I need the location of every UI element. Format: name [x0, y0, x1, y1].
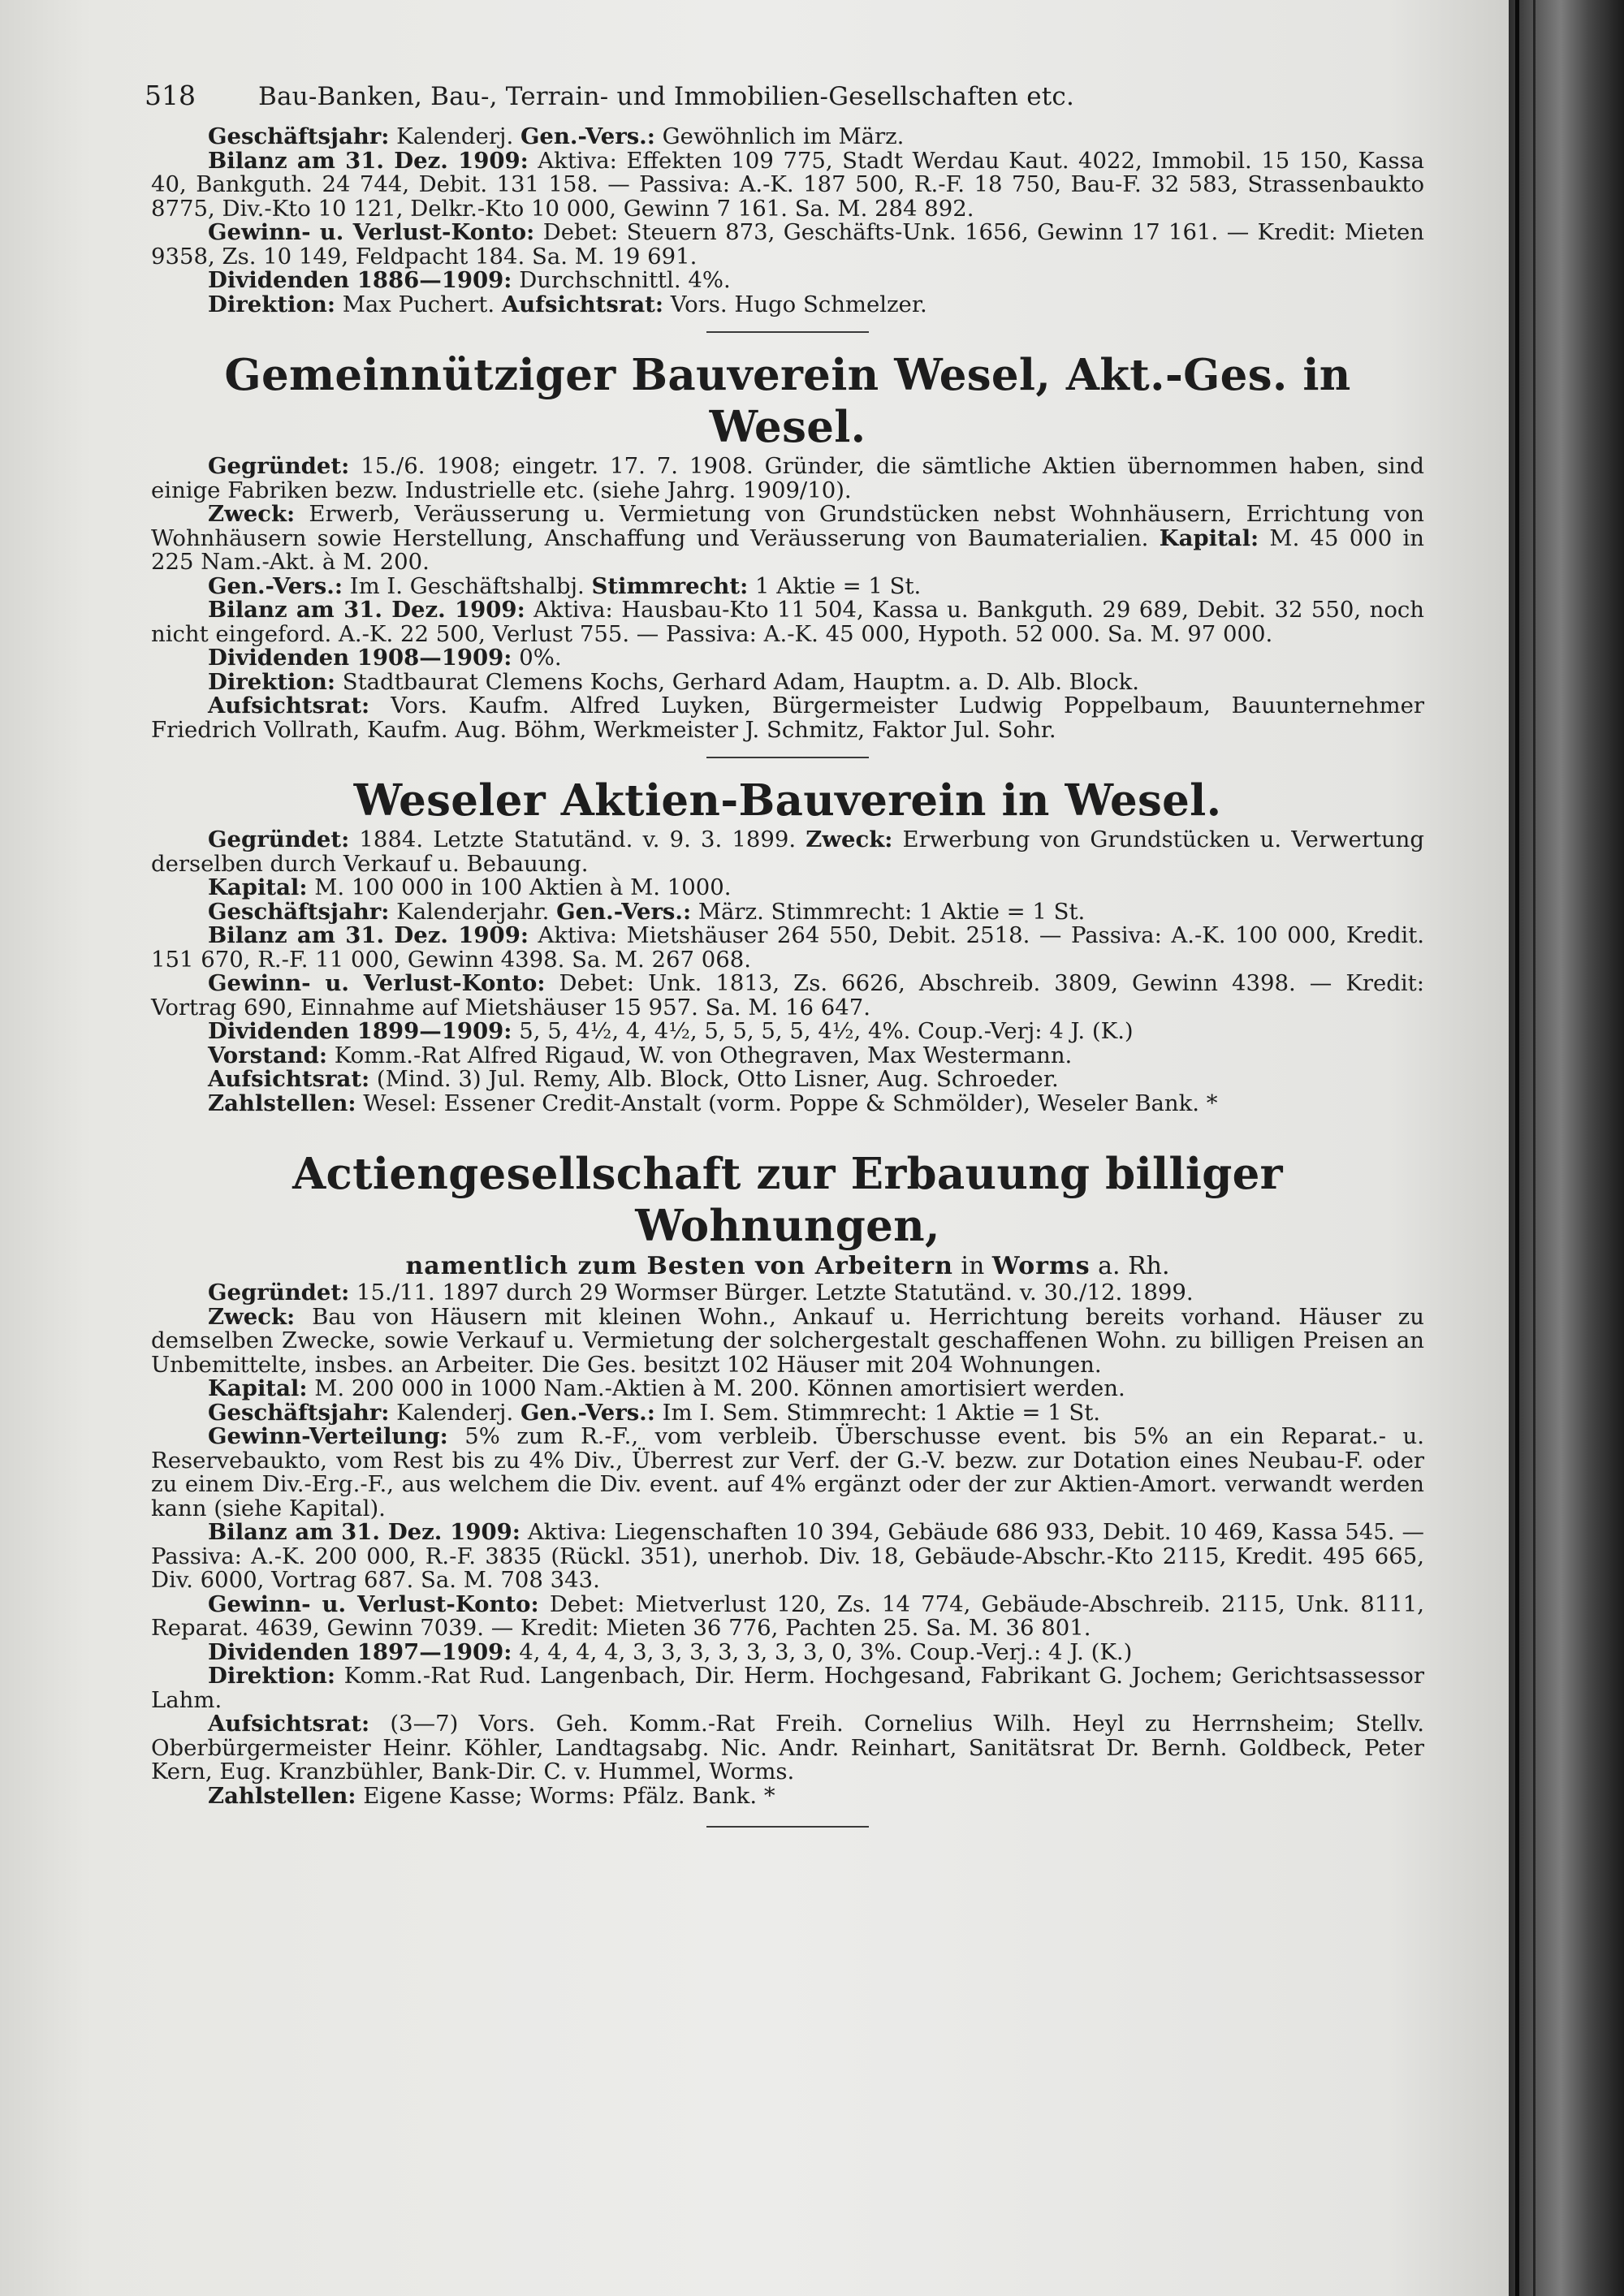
line-text: Aktiva: Liegenschaften 10 394, Gebäude 686 933, Debit. 10 469, Kassa 545. — Passiva: A.-K. 200 000, R.-F. 3835 (Rückl. 351), unerhob. Div. 18, Gebäude-Abschr.-Kto 2115, Kredit. 495 665, Div. 6000, Vortrag 687. Sa. M. 708 343.	[151, 1519, 1424, 1593]
line-label: Dividenden 1899—1909:	[208, 1018, 512, 1044]
line-label: Aufsichtsrat:	[501, 291, 663, 317]
entry-line	[151, 1044, 1424, 1068]
line-text: März. Stimmrecht: 1 Aktie = 1 St.	[691, 898, 1086, 925]
company-title: Gemeinnütziger Bauverein Wesel, Akt.-Ges. in Wesel.	[224, 350, 1351, 452]
line-label: Bilanz am 31. Dez. 1909:	[208, 597, 525, 623]
section-divider	[706, 1826, 869, 1828]
entry-line	[151, 1377, 1424, 1401]
entry-line	[151, 1712, 1424, 1785]
entry-line	[151, 972, 1424, 1020]
subtitle-bold: namentlich zum Besten von Arbeitern	[405, 1252, 953, 1280]
line-text: 1884. Letzte Statutänd. v. 9. 3. 1899.	[349, 826, 806, 852]
entry-line	[151, 1020, 1424, 1044]
line-text: Wesel: Essener Credit-Anstalt (vorm. Poppe & Schmölder), Weseler Bank. *	[356, 1090, 1218, 1116]
line-label: Geschäftsjahr:	[208, 898, 390, 925]
line-text: 4, 4, 4, 4, 3, 3, 3, 3, 3, 3, 3, 0, 3%. Coup.-Verj.: 4 J. (K.)	[512, 1638, 1133, 1665]
intro-entry	[151, 125, 1424, 317]
line-label: Bilanz am 31. Dez. 1909:	[208, 1519, 520, 1545]
line-text: Gewöhnlich im März.	[654, 123, 905, 149]
line-label: Bilanz am 31. Dez. 1909:	[208, 147, 529, 174]
entry-line	[151, 900, 1424, 925]
binding-shadow-line	[1533, 0, 1535, 2296]
company-title: Weseler Aktien-Bauverein in Wesel.	[353, 775, 1222, 826]
line-text: Kalenderj.	[389, 1399, 520, 1426]
line-text: (Mind. 3) Jul. Remy, Alb. Block, Otto Lisner, Aug. Schroeder.	[369, 1066, 1059, 1092]
line-text: Komm.-Rat Rud. Langenbach, Dir. Herm. Hochgesand, Fabrikant G. Jochem; Gerichtsassessor Lahm.	[151, 1663, 1424, 1713]
company-entry-wesel-bauverein	[151, 349, 1424, 742]
line-label: Dividenden 1897—1909:	[208, 1638, 512, 1665]
line-text: 1 Aktie = 1 St.	[748, 572, 922, 599]
line-label: Aufsichtsrat:	[208, 693, 370, 719]
line-text: Durchschnittl. 4%.	[512, 267, 731, 293]
line-label: Zweck:	[806, 826, 893, 852]
line-text: Erwerb, Veräusserung u. Vermietung von Grundstücken nebst Wohnhäusern, Errichtung von Wohnhäusern sowie Herstellung, Anschaffung und Veräusserung von Baumaterialien.	[151, 501, 1424, 551]
line-label: Aufsichtsrat:	[208, 1066, 370, 1092]
line-text: Eigene Kasse; Worms: Pfälz. Bank. *	[356, 1782, 775, 1809]
line-text: M. 200 000 in 1000 Nam.-Aktien à M. 200. Können amortisiert werden.	[307, 1375, 1125, 1401]
subtitle-end: a. Rh.	[1090, 1252, 1170, 1280]
text-column	[145, 80, 1425, 1839]
line-text: 0%.	[512, 645, 562, 671]
line-label: Zahlstellen:	[208, 1090, 356, 1116]
line-text: Im I. Geschäftshalbj.	[342, 572, 592, 599]
entry-line	[151, 876, 1424, 900]
company-entry-weseler-aktien-bauverein	[151, 775, 1424, 1116]
subtitle-mid: in	[952, 1252, 992, 1280]
line-text: M. 45 000 in 225 Nam.-Akt. à M. 200.	[151, 524, 1425, 575]
binding-shadow-line	[1515, 0, 1519, 2296]
entry-line	[151, 694, 1424, 742]
intro-line	[151, 269, 1424, 293]
entry-line	[151, 1303, 1424, 1378]
line-label: Kapital:	[208, 874, 308, 900]
entry-line	[151, 1521, 1424, 1593]
line-text: Stadtbaurat Clemens Kochs, Gerhard Adam, Hauptm. a. D. Alb. Block.	[335, 668, 1140, 695]
line-label: Stimmrecht:	[591, 572, 749, 599]
line-label: Bilanz am 31. Dez. 1909:	[208, 922, 529, 948]
entry-line	[151, 1068, 1424, 1092]
section-divider	[706, 757, 869, 758]
running-head	[145, 80, 1424, 125]
line-label: Gewinn-Verteilung:	[208, 1423, 448, 1449]
line-label: Gegründet:	[208, 826, 350, 852]
line-text: Debet: Steuern 873, Geschäfts-Unk. 1656, Gewinn 17 161. — Kredit: Mieten 9358, Zs. 10 149, Feldpacht 184. Sa. M. 19 691.	[151, 219, 1425, 270]
line-label: Gegründet:	[208, 453, 350, 479]
line-label: Dividenden 1886—1909:	[208, 267, 512, 293]
line-label: Geschäftsjahr:	[208, 1399, 390, 1426]
entry-line	[151, 572, 1424, 599]
entry-line	[151, 1782, 1424, 1809]
line-label: Kapital:	[208, 1375, 308, 1401]
entry-line	[151, 828, 1424, 876]
entry-line	[151, 1590, 1425, 1641]
line-text: Aktiva: Mietshäuser 264 550, Debit. 2518. — Passiva: A.-K. 100 000, Kredit. 151 670, R.-F. 11 000, Gewinn 4398. Sa. M. 267 068.	[151, 922, 1424, 973]
line-label: Aufsichtsrat:	[208, 1711, 370, 1737]
line-text: (3—7) Vors. Geh. Komm.-Rat Freih. Cornelius Wilh. Heyl zu Herrnsheim; Stellv. Oberbürgermeister Heinr. Köhler, Landtagsabg. Nic. Andr. Reinhart, Sanitätsrat Dr. Bernh. Goldbeck, Peter Kern, Eug. Kranzbühler, Bank-Dir. C. v. Hummel, Worms.	[151, 1711, 1424, 1785]
line-label: Gewinn- u. Verlust-Konto:	[208, 970, 546, 996]
line-label: Gen.-Vers.:	[208, 572, 343, 599]
entry-line	[151, 1092, 1424, 1116]
line-text: 15./11. 1897 durch 29 Wormser Bürger. Letzte Statutänd. v. 30./12. 1899.	[349, 1280, 1194, 1306]
entry-line	[151, 503, 1424, 575]
entry-line	[151, 455, 1424, 503]
line-label: Vorstand:	[208, 1042, 328, 1068]
line-text: M. 100 000 in 100 Aktien à M. 1000.	[307, 874, 732, 900]
line-text: Aktiva: Effekten 109 775, Stadt Werdau Kaut. 4022, Immobil. 15 150, Kassa 40, Bankguth. 24 744, Debit. 131 158. — Passiva: A.-K. 187 500, R.-F. 18 750, Bau-F. 32 583, Strassenbaukto 8775, Div.-Kto 10 121, Delkr.-Kto 10 000, Gewinn 7 161. Sa. M. 284 892.	[151, 147, 1424, 222]
line-text: Komm.-Rat Alfred Rigaud, W. von Othegraven, Max Westermann.	[327, 1042, 1073, 1068]
line-text: Erwerbung von Grundstücken u. Verwertung derselben durch Verkauf u. Bebauung.	[151, 826, 1424, 877]
line-text: Debet: Mietverlust 120, Zs. 14 774, Gebäude-Abschreib. 2115, Unk. 8111, Reparat. 4639, Gewinn 7039. — Kredit: Mieten 36 776, Pachten 25. Sa. M. 36 801.	[151, 1590, 1425, 1641]
line-label: Zweck:	[208, 501, 296, 527]
entry-line	[151, 598, 1424, 646]
line-label: Direktion:	[208, 668, 335, 695]
line-text: Bau von Häusern mit kleinen Wohn., Ankauf u. Herrichtung bereits vorhand. Häuser zu demselben Zwecke, sowie Verkauf u. Vermietung der solchergestalt geschaffenen Wohn. zu billigen Preisen an Unbemittelte, insbes. an Arbeiter. Die Ges. besitzt 102 Häuser mit 204 Wohnungen.	[151, 1303, 1424, 1378]
line-text: Debet: Unk. 1813, Zs. 6626, Abschreib. 3809, Gewinn 4398. — Kredit: Vortrag 690, Einnahme auf Mietshäuser 15 957. Sa. M. 16 647.	[151, 970, 1424, 1021]
line-label: Dividenden 1908—1909:	[208, 645, 512, 671]
line-text: Kalenderjahr.	[389, 898, 557, 925]
entry-line	[151, 1638, 1424, 1665]
entry-line	[151, 1401, 1424, 1426]
company-title: Actiengesellschaft zur Erbauung billiger Wohnungen,	[292, 1149, 1283, 1251]
line-label: Gen.-Vers.:	[520, 1399, 655, 1426]
line-label: Geschäftsjahr:	[208, 123, 390, 149]
line-text: Aktiva: Hausbau-Kto 11 504, Kassa u. Bankguth. 29 689, Debit. 32 550, noch nicht eingeford. A.-K. 22 500, Verlust 755. — Passiva: A.-K. 45 000, Hypoth. 52 000. Sa. M. 97 000.	[151, 597, 1424, 647]
line-label: Zweck:	[208, 1303, 296, 1330]
line-label: Gewinn- u. Verlust-Konto:	[208, 1590, 539, 1617]
line-text: Kalenderj.	[389, 123, 520, 149]
company-subtitle	[151, 1254, 1424, 1280]
entry-line	[151, 1425, 1424, 1521]
line-text: Vors. Kaufm. Alfred Luyken, Bürgermeister Ludwig Poppelbaum, Bauunternehmer Friedrich Vollrath, Kaufm. Aug. Böhm, Werkmeister J. Schmitz, Faktor Jul. Sohr.	[151, 693, 1424, 743]
intro-line	[151, 221, 1424, 269]
entry-line	[151, 924, 1424, 972]
line-text: 15./6. 1908; eingetr. 17. 7. 1908. Gründer, die sämtliche Aktien übernommen haben, sind einige Fabriken bezw. Industrielle etc. (siehe Jahrg. 1909/10).	[151, 453, 1424, 503]
line-label: Gen.-Vers.:	[520, 123, 655, 149]
line-label: Gegründet:	[208, 1280, 350, 1306]
line-label: Kapital:	[1159, 524, 1259, 551]
section-divider	[706, 331, 869, 333]
page-number: 518	[145, 80, 196, 111]
line-text: Max Puchert.	[335, 291, 502, 317]
intro-line	[151, 125, 1424, 149]
line-label: Gen.-Vers.:	[556, 898, 692, 925]
company-entry-worms-wohnungen	[151, 1148, 1424, 1808]
subtitle-city: Worms	[991, 1252, 1091, 1280]
line-text: Im I. Sem. Stimmrecht: 1 Aktie = 1 St.	[654, 1399, 1101, 1426]
line-label: Zahlstellen:	[208, 1782, 356, 1809]
intro-line	[151, 149, 1424, 222]
book-binding-edge	[1509, 0, 1624, 2296]
line-label: Direktion:	[208, 291, 335, 317]
intro-line	[151, 293, 1424, 317]
line-text: 5% zum R.-F., vom verbleib. Überschusse event. bis 5% an ein Reparat.- u. Reservebaukto, vom Rest bis zu 4% Div., Überrest zur Verf. der G.-V. bezw. zur Dotation eines Neubau-F. oder zu einem Div.-Erg.-F., aus welchem die Div. event. auf 4% ergänzt oder der zur Aktien-Amort. verwandt werden kann (siehe Kapital).	[151, 1423, 1424, 1521]
line-label: Gewinn- u. Verlust-Konto:	[208, 219, 535, 245]
running-title: Bau-Banken, Bau-, Terrain- und Immobilien-Gesellschaften etc.	[258, 82, 1075, 111]
entry-line	[151, 668, 1424, 695]
entry-line	[151, 1281, 1424, 1306]
entry-line	[151, 1664, 1424, 1712]
line-text: 5, 5, 4½, 4, 4½, 5, 5, 5, 5, 4½, 4%. Coup.-Verj: 4 J. (K.)	[512, 1018, 1134, 1044]
entry-line	[151, 646, 1424, 671]
line-label: Direktion:	[208, 1663, 335, 1689]
line-text: Vors. Hugo Schmelzer.	[663, 291, 927, 317]
